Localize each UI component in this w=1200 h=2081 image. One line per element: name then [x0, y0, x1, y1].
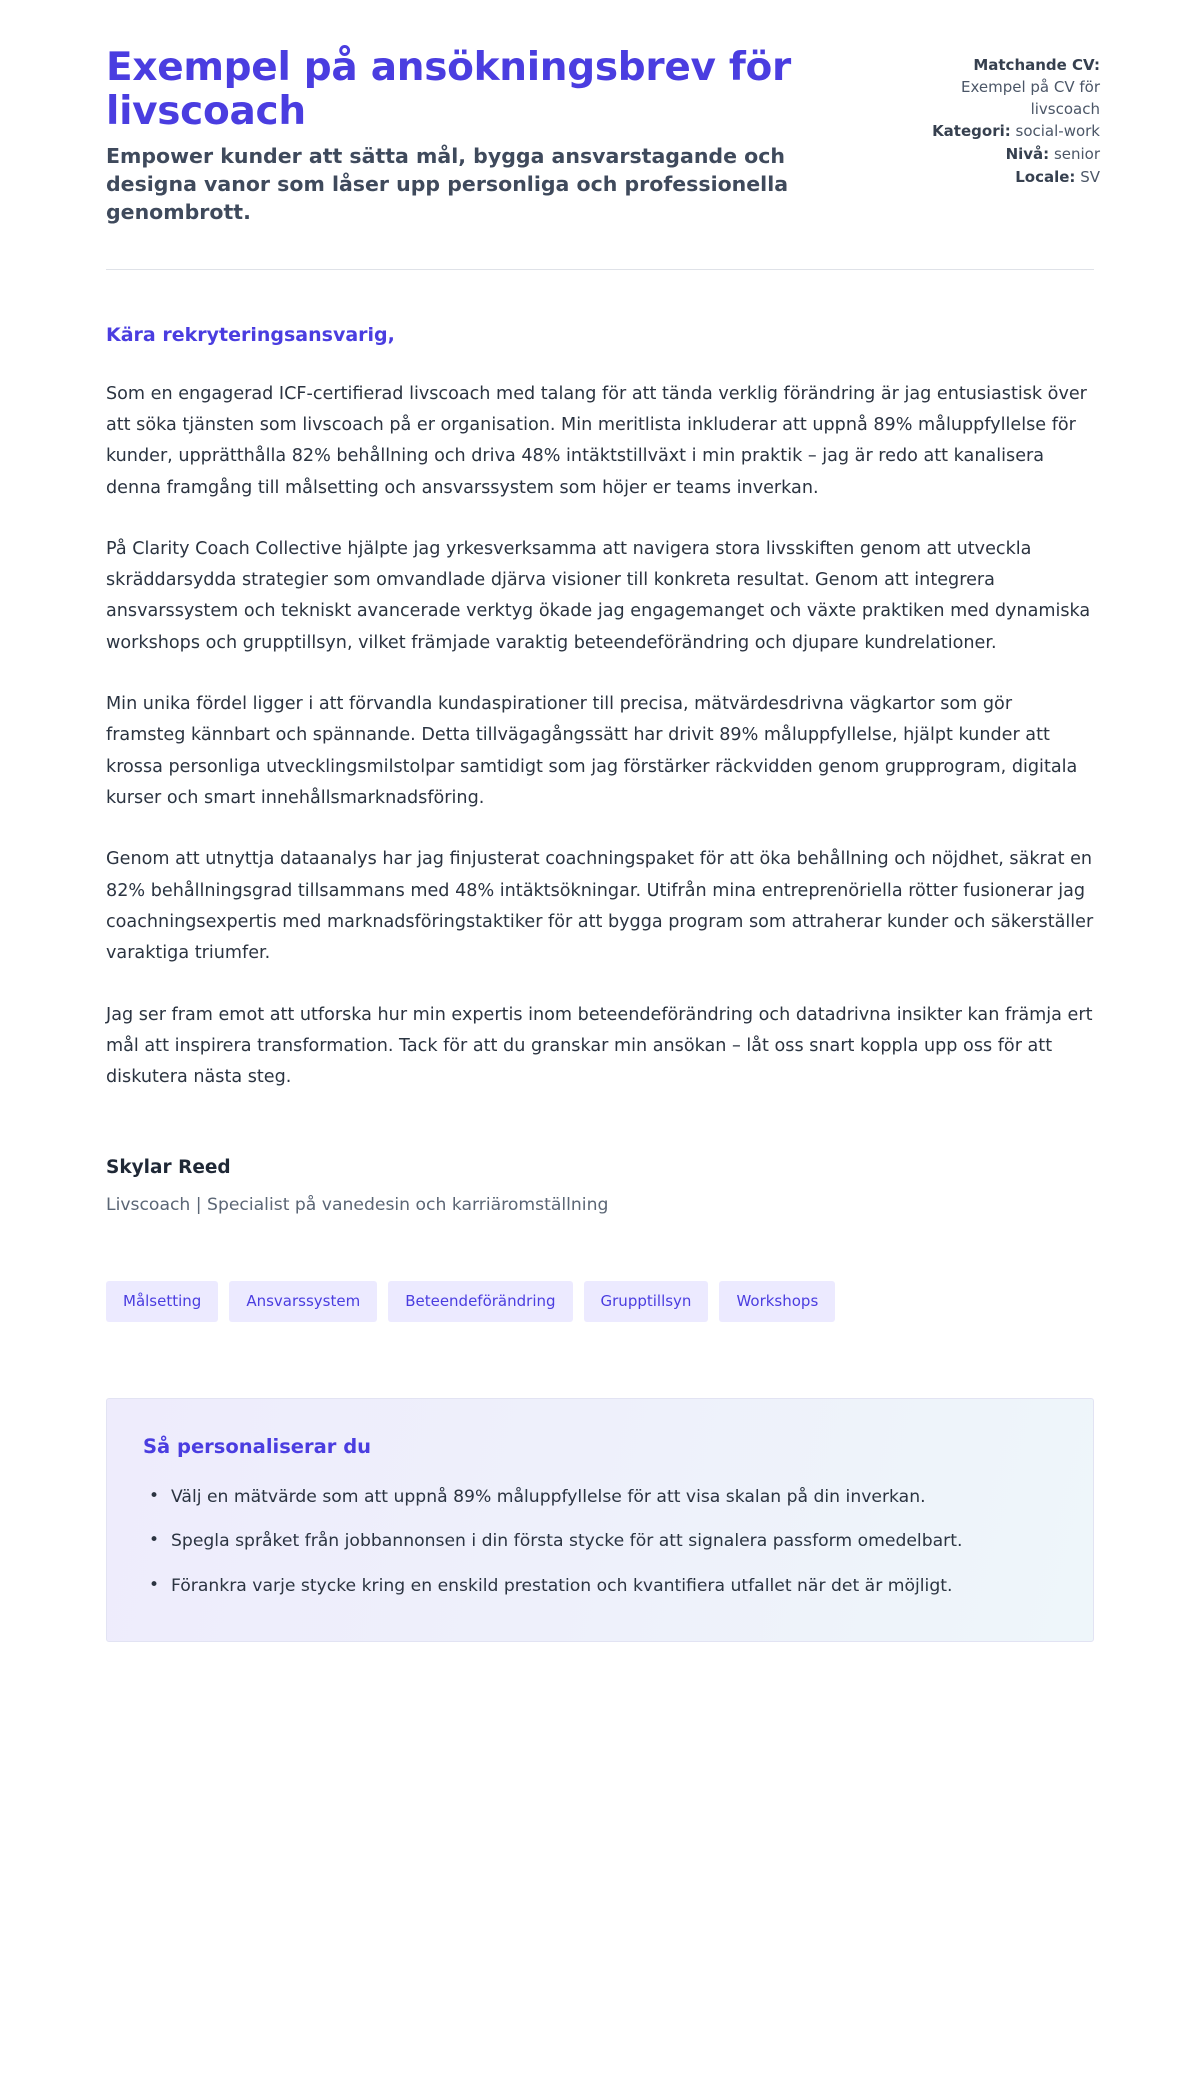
tag-chip[interactable]: Workshops: [719, 1281, 835, 1322]
metadata-label: Locale:: [1015, 167, 1076, 186]
letter-paragraph: Min unika fördel ligger i att förvandla kundaspirationer till precisa, mätvärdesdrivna vägkartor som gör framsteg kännbart och spännande. Detta tillvägagångssätt har drivit 89% måluppfyllelse, hjälpt kunder att krossa personliga utvecklingsmilstolpar samtidigt som jag förstärker räckvidden genom grupprogram, digitala kurser och smart innehållsmarknadsföring.: [106, 694, 1078, 808]
signature-name: Skylar Reed: [106, 1156, 231, 1178]
letter-body: [0, 322, 1200, 1219]
callout-list-item: • Spegla språket från jobbannonsen i din första stycke för att signalera passform omedelbart.: [169, 1526, 1057, 1556]
metadata-value: senior: [1053, 145, 1100, 163]
letter-paragraph: På Clarity Coach Collective hjälpte jag yrkesverksamma att navigera stora livsskiften genom att utveckla skräddarsydda strategier som omvandlade djärva visioner till konkreta resultat. Genom att integrera ansvarssystem och tekniskt avancerade verktyg ökade jag engagemanget och växte praktiken med dynamiska workshops och grupptillsyn, vilket främjade varaktig beteendeförändring och djupare kundrelationer.: [106, 538, 1091, 653]
document-header: [0, 46, 1200, 227]
callout-list: [143, 1482, 1057, 1600]
callout-list-item: • Välj en mätvärde som att uppnå 89% måluppfyllelse för att visa skalan på din inverkan.: [169, 1482, 1057, 1512]
letter-signature: [106, 1154, 1094, 1220]
header-divider: [106, 269, 1094, 270]
metadata-value: SV: [1080, 167, 1100, 186]
callout-title: Så personaliserar du: [143, 1435, 372, 1459]
metadata-value: social-work: [1015, 122, 1100, 141]
letter-paragraph: Jag ser fram emot att utforska hur min expertis inom beteendeförändring och datadrivna insikter kan främja ert mål att inspirera transformation. Tack för att du granskar min ansökan – låt oss snart koppla upp oss för att diskutera nästa steg.: [106, 1004, 1093, 1088]
document-metadata: [915, 46, 1100, 190]
page-subtitle: Empower kunder att sätta mål, bygga ansvarstagande och designa vanor som låser upp personliga och professionella genombrott.: [106, 144, 789, 225]
page-title: Exempel på ansökningsbrev för livscoach: [106, 45, 791, 134]
tag-chip[interactable]: Beteendeförändring: [388, 1281, 572, 1322]
tag-chip[interactable]: Grupptillsyn: [584, 1281, 709, 1322]
personalization-callout: [106, 1398, 1094, 1642]
tag-chip[interactable]: Målsetting: [106, 1281, 218, 1322]
metadata-row-category: [915, 121, 1100, 143]
letter-salutation: Kära rekryteringsansvarig,: [106, 323, 395, 346]
metadata-label: Matchande CV:: [973, 56, 1100, 74]
metadata-label: Kategori:: [932, 122, 1011, 141]
letter-paragraph: Genom att utnyttja dataanalys har jag finjusterat coachningspaket för att öka behållning och nöjdhet, säkrat en 82% behållningsgrad tillsammans med 48% intäktsökningar. Utifrån mina entreprenöriella rötter fusionerar jag coachningsexpertis med marknadsföringstaktiker för att bygga program som attraherar kunder och säkerställer varaktiga triumfer.: [106, 849, 1094, 964]
signature-role: Livscoach | Specialist på vanedesin och karriäromställning: [106, 1195, 609, 1216]
metadata-value: Exempel på CV för livscoach: [960, 77, 1100, 118]
header-title-block: [106, 46, 796, 227]
letter-paragraph: Som en engagerad ICF-certifierad livscoach med talang för att tända verklig förändring är jag entusiastisk över att söka tjänsten som livscoach på er organisation. Min meritlista inkluderar att uppnå 89% måluppfyllelse för kunder, upprätthålla 82% behållning och driva 48% intäktstillväxt i min praktik – jag är redo att kanalisera denna framgång till målsetting och ansvarssystem som höjer er teams inverkan.: [106, 383, 1087, 498]
metadata-label: Nivå:: [1005, 145, 1050, 163]
tag-chip[interactable]: Ansvarssystem: [229, 1281, 377, 1322]
callout-list-item: • Förankra varje stycke kring en enskild prestation och kvantifiera utfallet när det är möjligt.: [169, 1571, 1057, 1601]
metadata-row-locale: [915, 167, 1100, 189]
metadata-row-level: [915, 144, 1100, 166]
metadata-row-matching-cv: [915, 55, 1100, 120]
tag-list: [0, 1281, 1200, 1322]
